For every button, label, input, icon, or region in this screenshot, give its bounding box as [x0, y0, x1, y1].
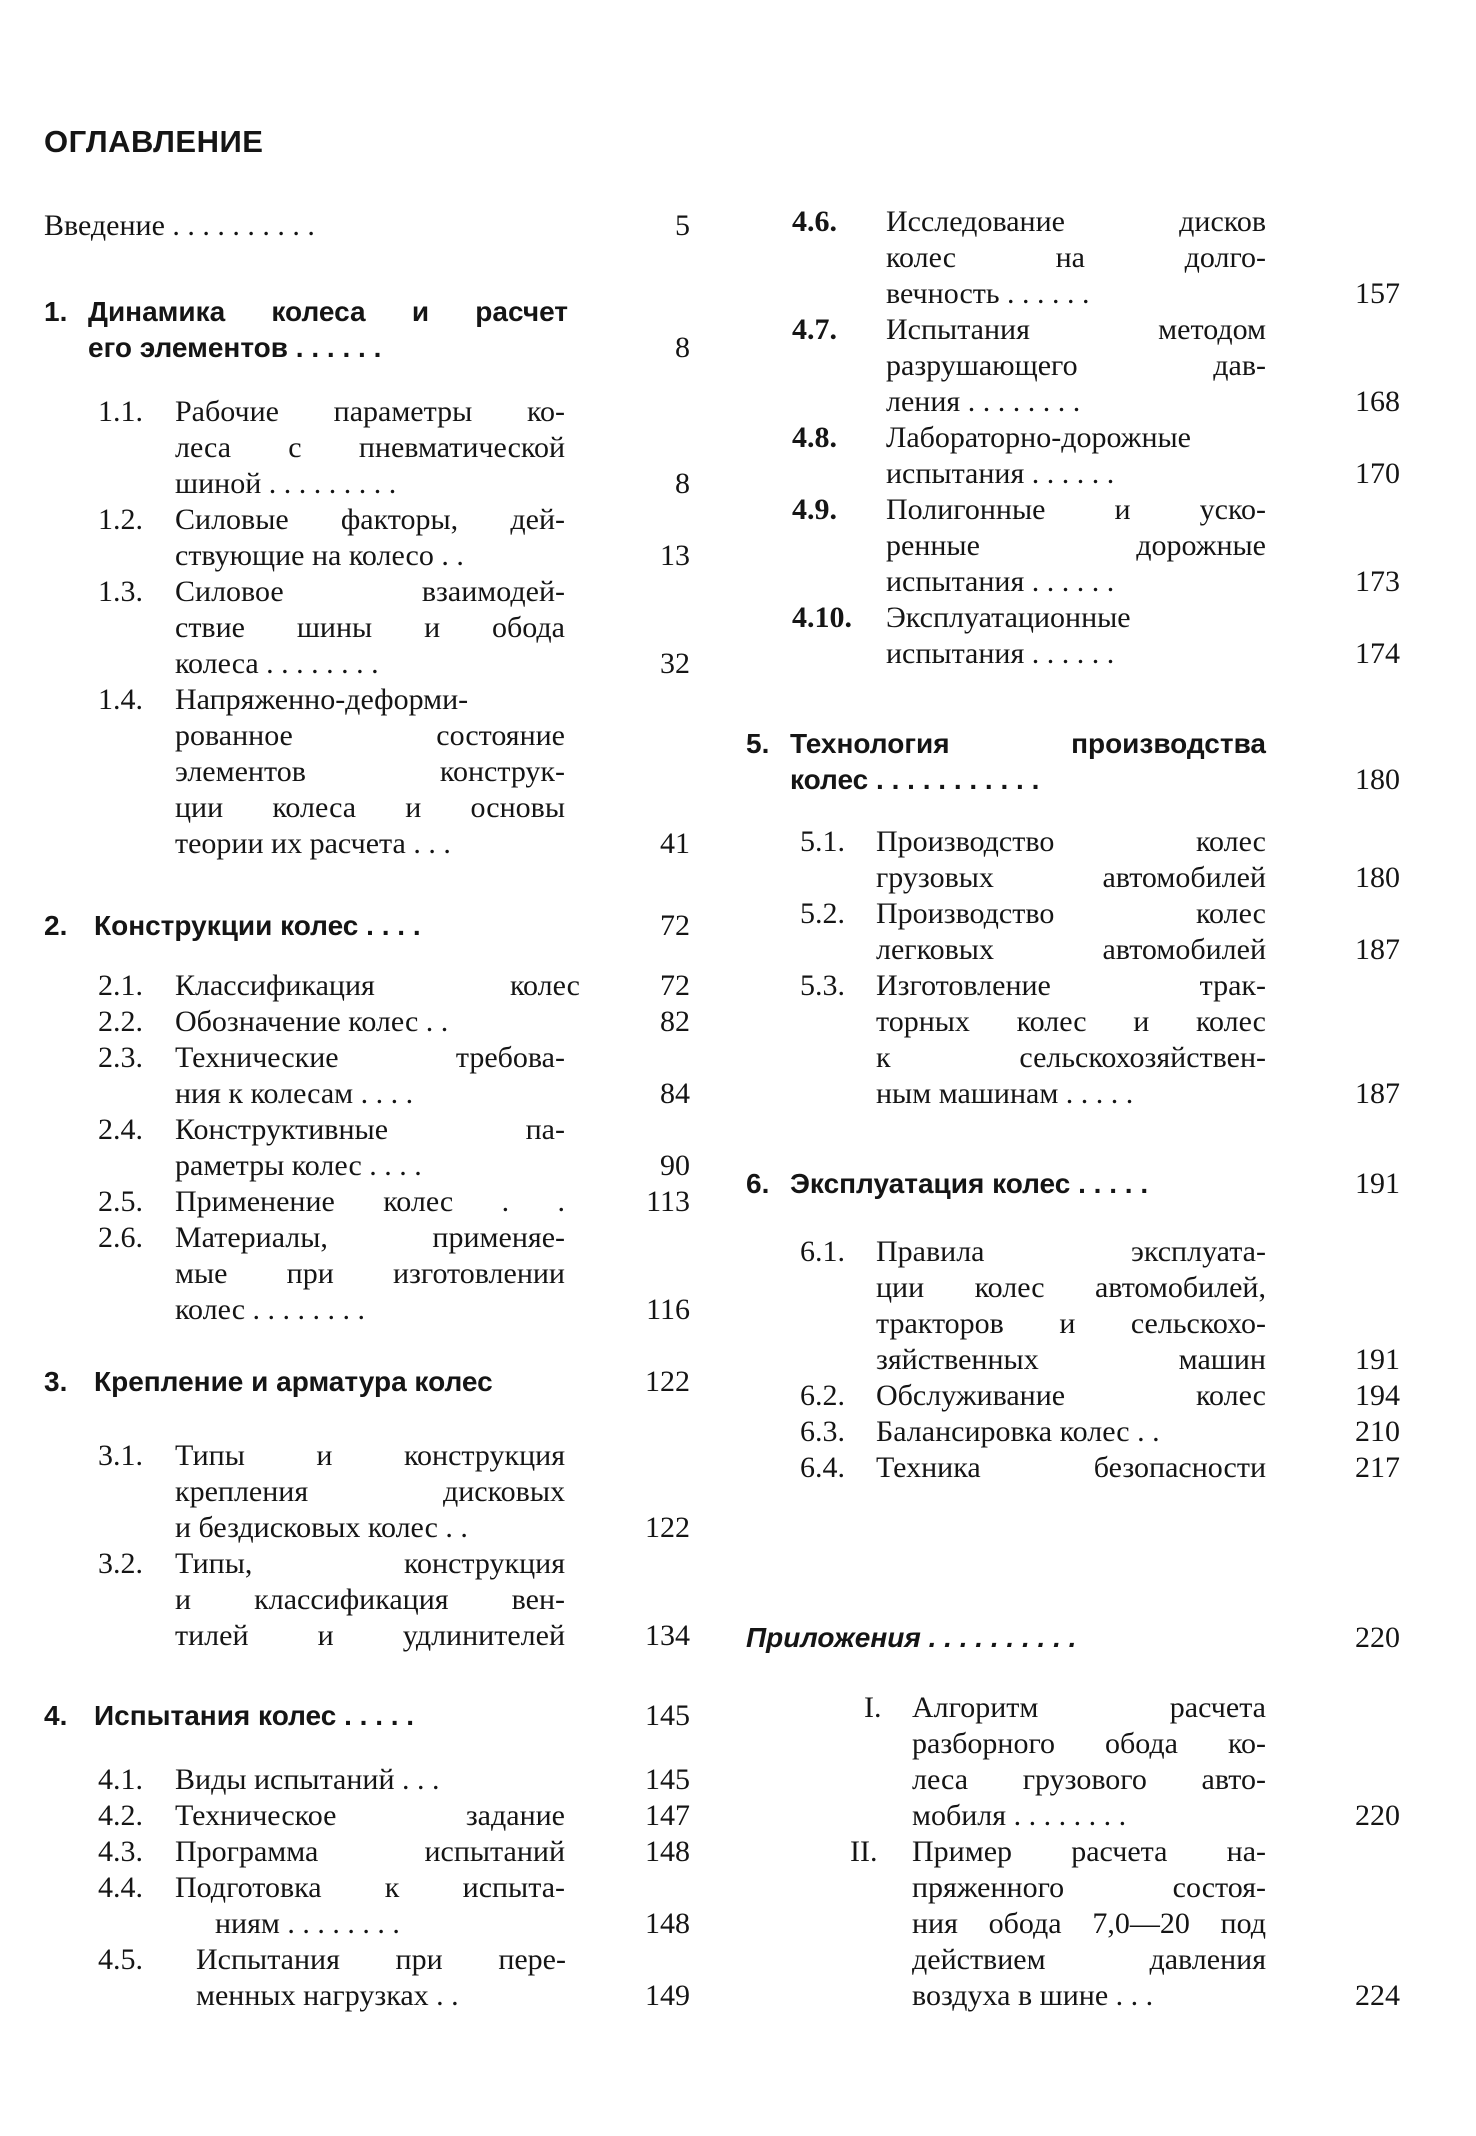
toc-entry-chapter: [740, 726, 1440, 798]
entry-line: тилей и удлинителей: [175, 1619, 565, 1652]
entry-page-number: 8: [675, 467, 690, 500]
toc-entry-section: [740, 1378, 1440, 1414]
entry-line: Испытания методом: [886, 313, 1266, 346]
entry-page-number: 149: [645, 1979, 690, 2012]
entry-line: Алгоритм расчета: [912, 1691, 1266, 1724]
entry-line: ренные дорожные: [886, 529, 1266, 562]
toc-entry-section: [740, 824, 1440, 896]
entry-line: Обслуживание колес: [876, 1379, 1266, 1412]
toc-entry-section: [0, 682, 700, 862]
entry-line: леса с пневматической: [175, 431, 565, 464]
entry-line: испытания . . . . . .: [886, 565, 1115, 598]
entry-number: 6.2.: [800, 1379, 845, 1412]
entry-page-number: 220: [1355, 1799, 1400, 1832]
entry-page-number: 210: [1355, 1415, 1400, 1448]
entry-page-number: 220: [1355, 1621, 1400, 1654]
entry-number: 3.2.: [98, 1547, 143, 1580]
toc-entry-section: [740, 600, 1440, 672]
entry-line: ния к колесам . . . .: [175, 1077, 414, 1110]
entry-line: Техника безопасности: [876, 1451, 1266, 1484]
toc-entry-appendix: [740, 1690, 1440, 1834]
entry-line: и бездисковых колес . .: [175, 1511, 468, 1544]
entry-line: Пример расчета на-: [912, 1835, 1266, 1868]
entry-line: Обозначение колес . .: [175, 1005, 449, 1038]
toc-entry-section: [0, 1040, 700, 1112]
entry-page-number: 90: [660, 1149, 690, 1182]
entry-line: его элементов . . . . . .: [88, 332, 382, 363]
entry-line: воздуха в шине . . .: [912, 1979, 1154, 2012]
toc-entry-section: [0, 968, 700, 1004]
entry-line: Подготовка к испыта-: [175, 1871, 565, 1904]
entry-line: Испытания при пере-: [196, 1943, 566, 1976]
entry-line: Технические требова-: [175, 1041, 565, 1074]
entry-line: легковых автомобилей: [876, 933, 1266, 966]
entry-page-number: 148: [645, 1907, 690, 1940]
entry-number: 4.: [44, 1700, 68, 1731]
entry-line: колес . . . . . . . . . . .: [790, 764, 1040, 795]
entry-number: 1.4.: [98, 683, 143, 716]
entry-line: менных нагрузках . .: [196, 1979, 459, 2012]
entry-page-number: 134: [645, 1619, 690, 1652]
page-title: ОГЛАВЛЕНИЕ: [44, 124, 264, 159]
entry-line: разрушающего дав-: [886, 349, 1266, 382]
toc-entry-section: [0, 502, 700, 574]
entry-page-number: 170: [1355, 457, 1400, 490]
entry-line: ствие шины и обода: [175, 611, 565, 644]
entry-number: 4.5.: [98, 1943, 143, 1976]
entry-page-number: 145: [645, 1763, 690, 1796]
toc-entry-section: [740, 896, 1440, 968]
entry-line: Эксплуатационные: [886, 601, 1131, 634]
entry-number: 1.2.: [98, 503, 143, 536]
entry-line: Производство колес: [876, 897, 1266, 930]
toc-entry-chapter: [0, 1698, 700, 1734]
entry-line: крепления дисковых: [175, 1475, 565, 1508]
entry-line: леса грузового авто-: [912, 1763, 1266, 1796]
entry-number: 4.6.: [792, 205, 837, 238]
entry-page-number: 32: [660, 647, 690, 680]
entry-line: Рабочие параметры ко-: [175, 395, 565, 428]
entry-line: Изготовление трак-: [876, 969, 1266, 1002]
entry-page-number: 82: [660, 1005, 690, 1038]
entry-line: Правила эксплуата-: [876, 1235, 1266, 1268]
entry-number: 4.8.: [792, 421, 837, 454]
entry-line: и классификация вен-: [175, 1583, 565, 1616]
toc-entry-intro: [0, 208, 700, 244]
toc-entry-section: [740, 204, 1440, 312]
entry-page-number: 174: [1355, 637, 1400, 670]
entry-line: Полигонные и уско-: [886, 493, 1266, 526]
entry-number: 4.7.: [792, 313, 837, 346]
toc-entry-section: [0, 1438, 700, 1546]
entry-line: ния обода 7,0—20 под: [912, 1907, 1266, 1940]
entry-number: 5.2.: [800, 897, 845, 930]
entry-page-number: 41: [660, 827, 690, 860]
entry-number: 6.3.: [800, 1415, 845, 1448]
entry-number: 6.4.: [800, 1451, 845, 1484]
entry-line: Крепление и арматура колес: [94, 1366, 493, 1397]
entry-line: ствующие на колесо . .: [175, 539, 464, 572]
toc-entry-section: [740, 1234, 1440, 1378]
entry-line: Испытания колес . . . . .: [94, 1700, 415, 1731]
entry-line: ниям . . . . . . . .: [215, 1907, 400, 1940]
entry-line: ции колеса и основы: [175, 791, 565, 824]
entry-line: рованное состояние: [175, 719, 565, 752]
entry-number: 4.10.: [792, 601, 852, 634]
entry-line: ления . . . . . . . .: [886, 385, 1081, 418]
entry-line: колеса . . . . . . . .: [175, 647, 379, 680]
entry-page-number: 72: [660, 969, 690, 1002]
entry-page-number: 122: [645, 1365, 690, 1398]
toc-entry-chapter: [0, 294, 700, 366]
entry-page-number: 168: [1355, 385, 1400, 418]
entry-number: I.: [864, 1691, 882, 1724]
entry-number: 2.1.: [98, 969, 143, 1002]
entry-line: элементов конструк-: [175, 755, 565, 788]
entry-line: ным машинам . . . . .: [876, 1077, 1134, 1110]
entry-line: теории их расчета . . .: [175, 827, 451, 860]
entry-page-number: 224: [1355, 1979, 1400, 2012]
entry-page-number: 147: [645, 1799, 690, 1832]
entry-line: Эксплуатация колес . . . . .: [790, 1168, 1149, 1199]
entry-line: Динамика колеса и расчет: [88, 296, 568, 327]
toc-entry-section: [740, 492, 1440, 600]
entry-page-number: 187: [1355, 1077, 1400, 1110]
entry-line: Программа испытаний: [175, 1835, 565, 1868]
entry-line: шиной . . . . . . . . .: [175, 467, 397, 500]
entry-number: 3.: [44, 1366, 68, 1397]
toc-entry-section: [0, 574, 700, 682]
toc-entry-section: [740, 312, 1440, 420]
entry-page-number: 113: [646, 1185, 690, 1218]
entry-page-number: 148: [645, 1835, 690, 1868]
entry-number: 1.3.: [98, 575, 143, 608]
entry-number: II.: [850, 1835, 878, 1868]
entry-line: грузовых автомобилей: [876, 861, 1266, 894]
entry-line: торных колес и колес: [876, 1005, 1266, 1038]
entry-page-number: 217: [1355, 1451, 1400, 1484]
entry-line: ции колес автомобилей,: [876, 1271, 1266, 1304]
entry-number: 2.3.: [98, 1041, 143, 1074]
entry-line: Введение . . . . . . . . . .: [44, 209, 315, 242]
entry-number: 5.3.: [800, 969, 845, 1002]
entry-page-number: 122: [645, 1511, 690, 1544]
entry-line: испытания . . . . . .: [886, 637, 1115, 670]
toc-entry-chapter: [0, 908, 700, 944]
entry-number: 2.5.: [98, 1185, 143, 1218]
entry-line: колес . . . . . . . .: [175, 1293, 366, 1326]
entry-number: 3.1.: [98, 1439, 143, 1472]
entry-line: раметры колес . . . .: [175, 1149, 422, 1182]
toc-entry-section: [740, 968, 1440, 1112]
entry-page-number: 180: [1355, 861, 1400, 894]
entry-number: 4.3.: [98, 1835, 143, 1868]
toc-entry-section: [0, 1798, 700, 1834]
entry-line: Лабораторно-дорожные: [886, 421, 1191, 454]
entry-line: Силовые факторы, дей-: [175, 503, 565, 536]
entry-line: испытания . . . . . .: [886, 457, 1115, 490]
entry-line: Применение колес . .: [175, 1185, 565, 1218]
entry-number: 2.2.: [98, 1005, 143, 1038]
entry-line: Конструкции колес . . . .: [94, 910, 421, 941]
entry-line: Балансировка колес . .: [876, 1415, 1160, 1448]
toc-entry-section: [0, 1220, 700, 1328]
entry-line: Техническое задание: [175, 1799, 565, 1832]
entry-page-number: 5: [675, 209, 690, 242]
toc-entry-section: [0, 1546, 700, 1654]
entry-page-number: 13: [660, 539, 690, 572]
entry-number: 1.: [44, 296, 68, 327]
entry-line: вечность . . . . . .: [886, 277, 1090, 310]
entry-page-number: 72: [660, 909, 690, 942]
entry-line: Типы и конструкция: [175, 1439, 565, 1472]
entry-line: Типы, конструкция: [175, 1547, 565, 1580]
entry-number: 6.: [746, 1168, 770, 1199]
entry-number: 4.1.: [98, 1763, 143, 1796]
entry-line: разборного обода ко-: [912, 1727, 1266, 1760]
entry-page-number: 187: [1355, 933, 1400, 966]
entry-number: 5.: [746, 728, 770, 759]
entry-page-number: 116: [646, 1293, 690, 1326]
entry-page-number: 8: [675, 331, 690, 364]
entry-line: Напряженно-деформи-: [175, 683, 469, 716]
entry-number: 5.1.: [800, 825, 845, 858]
toc-entry-section: [0, 1184, 700, 1220]
entry-line: Классификация колес: [175, 969, 580, 1002]
toc-entry-section: [740, 1414, 1440, 1450]
entry-page-number: 84: [660, 1077, 690, 1110]
toc-entry-appendix: [740, 1834, 1440, 2014]
toc-entry-section: [0, 1942, 700, 2014]
toc-entry-section: [740, 420, 1440, 492]
entry-number: 4.9.: [792, 493, 837, 526]
toc-entry-chapter: [0, 1364, 700, 1400]
entry-number: 1.1.: [98, 395, 143, 428]
toc-entry-section: [0, 1112, 700, 1184]
toc-entry-chapter: [740, 1166, 1440, 1202]
entry-page-number: 191: [1355, 1167, 1400, 1200]
toc-entry-section: [0, 1870, 700, 1942]
entry-line: пряженного состоя-: [912, 1871, 1266, 1904]
toc-entry-section: [0, 1834, 700, 1870]
entry-line: Исследование дисков: [886, 205, 1266, 238]
entry-line: Материалы, применяе-: [175, 1221, 565, 1254]
entry-page-number: 194: [1355, 1379, 1400, 1412]
entry-line: к сельскохозяйствен-: [876, 1041, 1266, 1074]
entry-number: 2.4.: [98, 1113, 143, 1146]
entry-line: Технология производства: [790, 728, 1266, 759]
entry-page-number: 145: [645, 1699, 690, 1732]
entry-page-number: 180: [1355, 763, 1400, 796]
entry-number: 2.6.: [98, 1221, 143, 1254]
toc-entry-section: [0, 1004, 700, 1040]
entry-line: Силовое взаимодей-: [175, 575, 565, 608]
entry-line: Конструктивные па-: [175, 1113, 565, 1146]
entry-number: 4.4.: [98, 1871, 143, 1904]
toc-entry-section: [740, 1450, 1440, 1486]
entry-number: 4.2.: [98, 1799, 143, 1832]
entry-line: мобиля . . . . . . . .: [912, 1799, 1127, 1832]
entry-line: Производство колес: [876, 825, 1266, 858]
entry-page-number: 191: [1355, 1343, 1400, 1376]
entry-line: действием давления: [912, 1943, 1266, 1976]
toc-entry-appendices: [740, 1620, 1440, 1656]
entry-line: Виды испытаний . . .: [175, 1763, 440, 1796]
entry-line: колес на долго-: [886, 241, 1266, 274]
entry-page-number: 157: [1355, 277, 1400, 310]
toc-entry-section: [0, 1762, 700, 1798]
entry-line: тракторов и сельскохо-: [876, 1307, 1266, 1340]
entry-line: мые при изготовлении: [175, 1257, 565, 1290]
entry-number: 2.: [44, 910, 68, 941]
entry-page-number: 173: [1355, 565, 1400, 598]
entry-line: Приложения . . . . . . . . . .: [746, 1622, 1077, 1653]
toc-entry-section: [0, 394, 700, 502]
entry-number: 6.1.: [800, 1235, 845, 1268]
entry-line: зяйственных машин: [876, 1343, 1266, 1376]
